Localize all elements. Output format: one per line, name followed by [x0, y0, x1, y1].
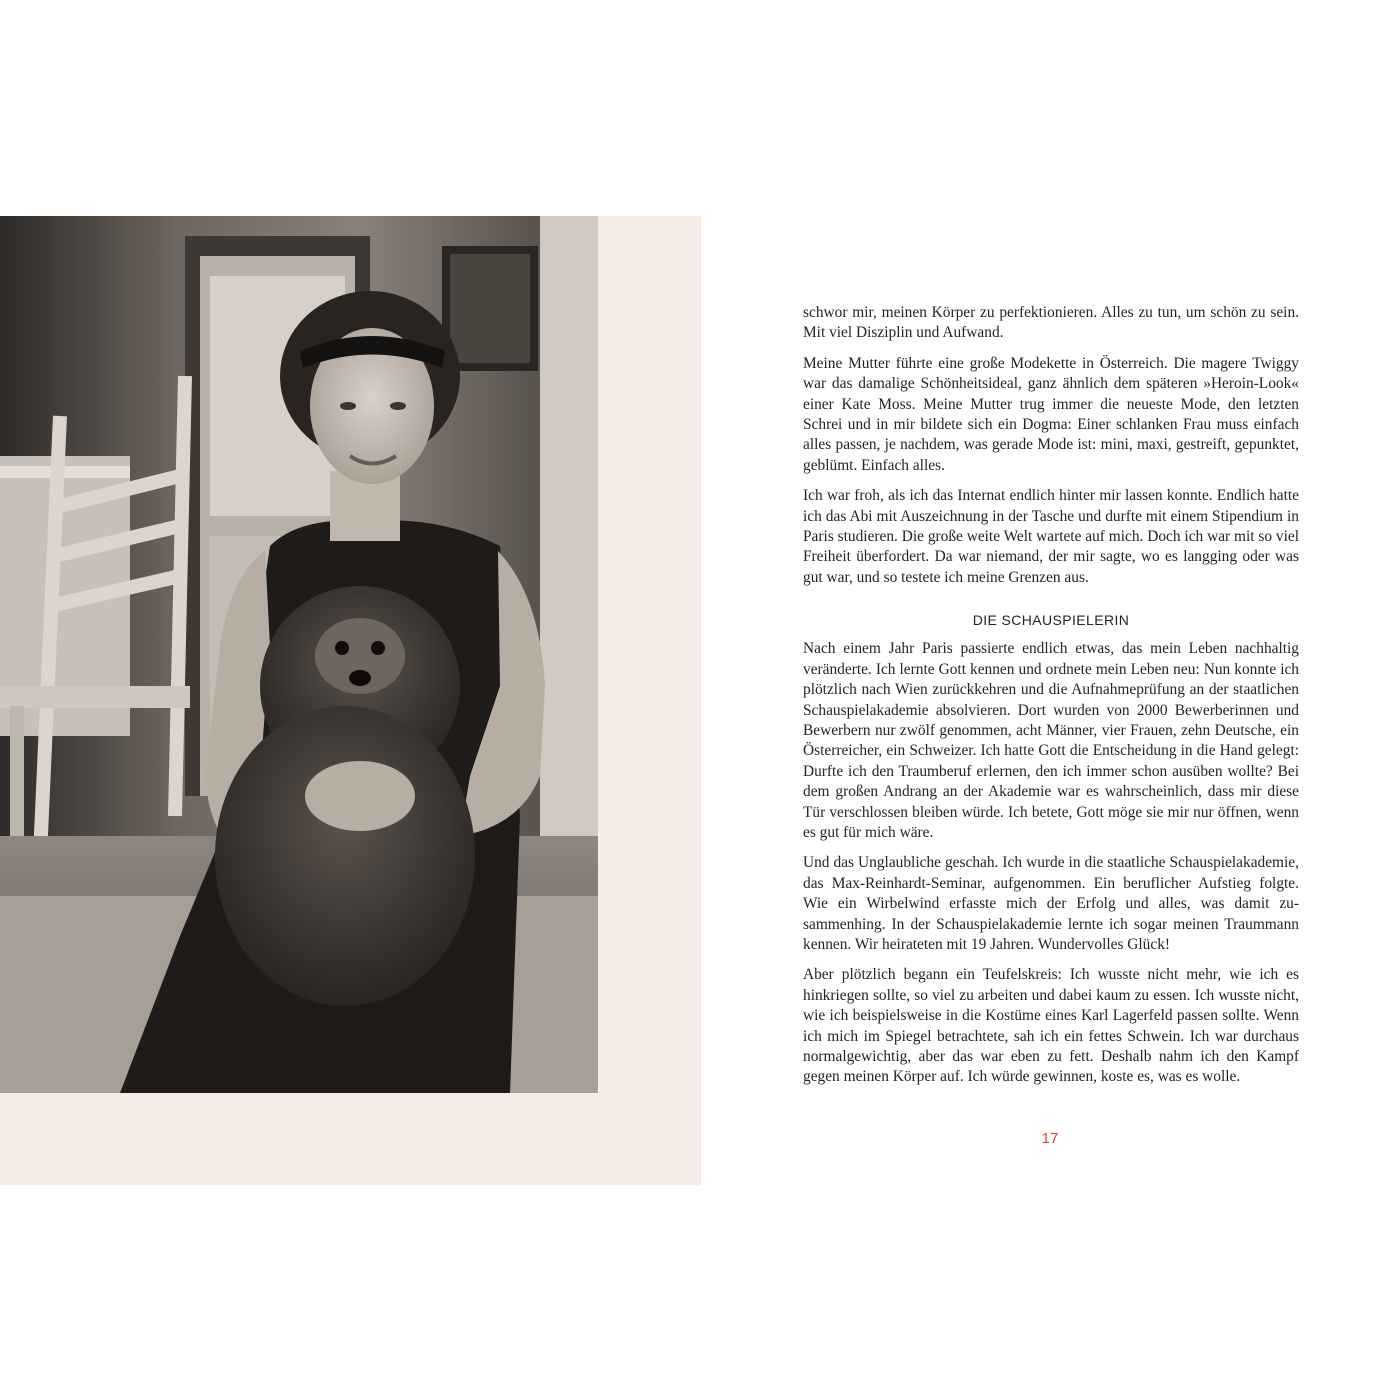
paragraph-2: Meine Mutter führte eine große Modekette in Österreich. Die magere Twiggy war das damalige Schönheitsideal, ganz ähnlich dem späteren »Heroin-Look« einer Kate Moss. Meine Mutter trug immer die neueste Mode, den letzten Schrei und in mir bildete sich ein Dogma: Einer schlanken Frau muss einfach alles passen, je nachdem, was gerade Mode ist: mini, maxi, gestreift, gepunktet, geblümt. Einfach alles. [803, 354, 1299, 474]
portrait-photo [0, 216, 598, 1093]
section-paragraph-1: Nach einem Jahr Paris passierte endlich etwas, das mein Leben nachhaltig veränderte. Ich lernte Gott kennen und ordnete mein Leben neu: Nun konnte ich plötzlich nach Wien zurückkehren und die Aufnahmeprüfung an der staatlichen Schauspielakademie absolvieren. Dort wurden von 2000 Bewerberinnen und Bewerbern nur zwölf genommen, acht Männer, vier Frauen, zehn Deutsche, ein Österreicher, ein Schweizer. Ich hatte Gott die Entscheidung in die Hand gelegt: Durfte ich den Traumberuf erlernen, den ich immer schon ausüben wollte? Bei dem großen Andrang an der Akademie war es wahrscheinlich, dass mir diese Tür verschlossen bleiben würde. Ich betete, Gott möge sie mir nur öffnen, wenn es gut für mich wäre. [803, 640, 1299, 841]
paragraph-1: schwor mir, meinen Körper zu perfektionieren. Alles zu tun, um schön zu sein. Mit viel Disziplin und Aufwand. [803, 304, 1299, 342]
paragraph-3: Ich war froh, als ich das Internat endlich hinter mir lassen konnte. Endlich hatte ich das Abi mit Auszeichnung in der Tasche und durfte mit einem Stipendium in Paris studieren. Die große weite Welt wartete auf mich. Doch ich war mit so viel Freiheit überfordert. Da war niemand, der mir sagte, wo es langging oder was gut war, und so testete ich meine Grenzen aus. [803, 487, 1299, 586]
section-heading: DIE SCHAUSPIELERIN [972, 612, 1130, 629]
page-number: 17 [1041, 1130, 1059, 1147]
body-text [803, 303, 1299, 1098]
section-paragraph-3: Aber plötzlich begann ein Teufelskreis: Ich wusste nicht mehr, wie ich es hinkriegen sollte, so viel zu arbeiten und dabei kaum zu essen. Ich wusste nicht, wie ich beispielsweise in die Kostüme eines Karl Lagerfeld passen sollte. Wenn ich mich im Spiegel betrachtete, sah ich ein fettes Schwein. Ich war durchaus normalgewichtig, aber das war eben zu fett. Deshalb nahm ich den Kampf gegen meinen Körper auf. Ich würde gewinnen, koste es, was es wolle. [803, 966, 1299, 1086]
section-paragraph-2: Und das Unglaubliche geschah. Ich wurde in die staatliche Schauspielakademie, das Max-Reinhardt-Seminar, aufgenommen. Ein beruflicher Aufstieg folgte. Wie ein Wirbelwind erfasste mich der Erfolg und alles, was damit zusammenhing. In der Schauspielakademie lernte ich sogar meinen Traummann kennen. Wir heirateten mit 19 Jahren. Wundervolles Glück! [803, 854, 1299, 953]
